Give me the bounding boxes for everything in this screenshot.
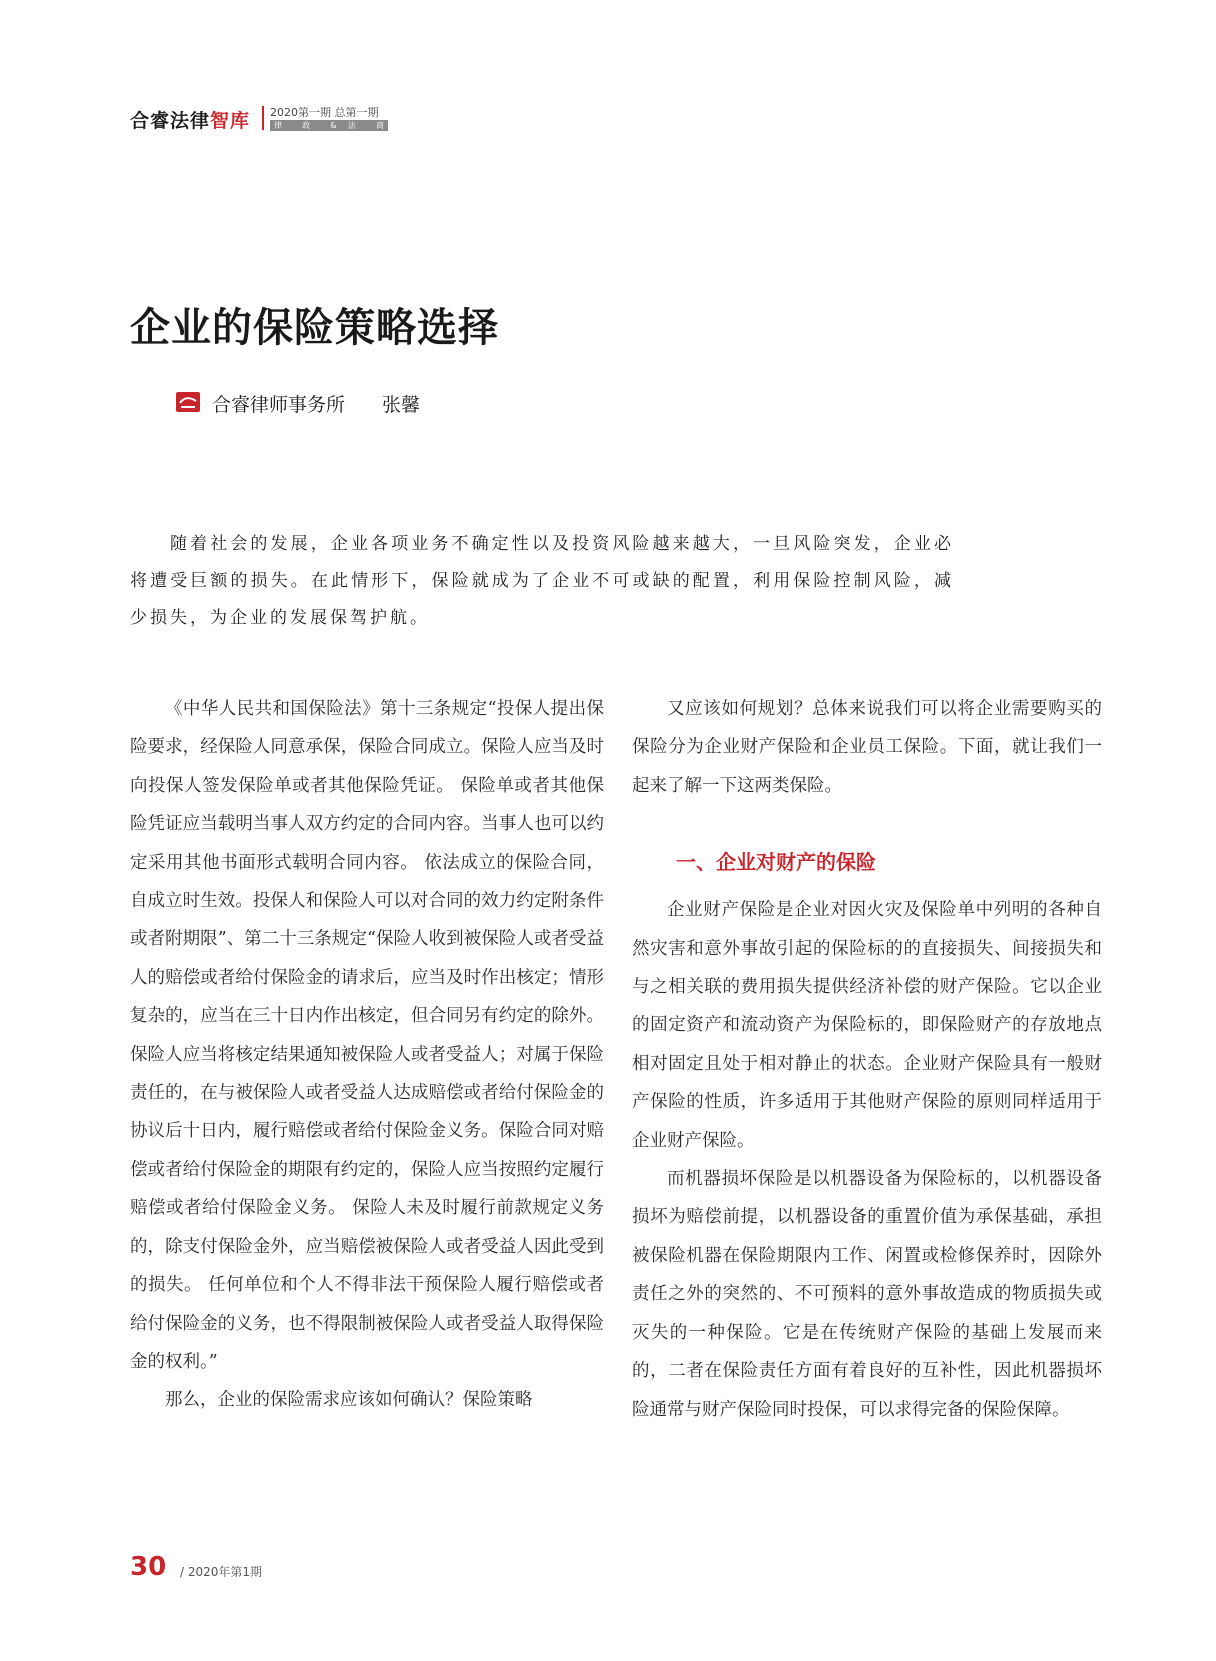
- article-abstract: 随着社会的发展，企业各项业务不确定性以及投资风险越来越大，一旦风险突发，企业必将遭受巨额的损失。在此情形下，保险就成为了企业不可或缺的配置，利用保险控制风险，减少损失，为企业的发展保驾护航。: [130, 534, 954, 628]
- brand-accent: 智库: [210, 110, 251, 132]
- section-heading: 一、企业对财产的保险: [676, 850, 876, 875]
- page-number: 30: [130, 1552, 167, 1582]
- body-paragraph: 而机器损坏保险是以机器设备为保险标的，以机器设备损坏为赔偿前提，以机器设备的重置价值为承保基础，承担被保险机器在保险期限内工作、闲置或检修保养时，因除外责任之外的突然的、不可预料的意外事故造成的物质损失或灭失的一种保险。它是在传统财产保险的基础上发展而来的，二者在保险责任方面有着良好的互补性，因此机器损坏险通常与财产保险同时投保，可以求得完备的保险保障。: [632, 1169, 1102, 1420]
- author-name: 张馨: [382, 394, 421, 416]
- article-title: 企业的保险策略选择: [130, 305, 499, 351]
- journal-brand: [130, 106, 250, 133]
- brand-prefix: 合睿法律: [130, 110, 211, 132]
- body-paragraph: 企业财产保险是企业对因火灾及保险单中列明的各种自然灾害和意外事故引起的保险标的的直接损失、间接损失和与之相关联的费用损失提供经济补偿的财产保险。它以企业的固定资产和流动资产为保险标的，即保险财产的存放地点相对固定且处于相对静止的状态。企业财产保险具有一般财产保险的性质，许多适用于其他财产保险的原则同样适用于企业财产保险。: [632, 900, 1102, 1151]
- body-paragraph: 那么，企业的保险需求应该如何确认？保险策略: [165, 1390, 533, 1411]
- body-column-right: [632, 690, 1102, 1429]
- body-paragraph: 《中华人民共和国保险法》第十三条规定“投保人提出保险要求，经保险人同意承保，保险合同成立。保险人应当及时向投保人签发保险单或者其他保险凭证。 保险单或者其他保险凭证应当载明当事人双方约定的合同内容。当事人也可以约定采用其他书面形式载明合同内容。 依法成立的保险合同，自成立时生效。投保人和保险人可以对合同的效力约定附条件或者附期限”、第二十三条规定“保险人收到被保险人或者受益人的赔偿或者给付保险金的请求后，应当及时作出核定；情形复杂的，应当在三十日内作出核定，但合同另有约定的除外。保险人应当将核定结果通知被保险人或者受益人；对属于保险责任的，在与被保险人或者受益人达成赔偿或者给付保险金的协议后十日内，履行赔偿或者给付保险金义务。保险合同对赔偿或者给付保险金的期限有约定的，保险人应当按照约定履行赔偿或者给付保险金义务。 保险人未及时履行前款规定义务的，除支付保险金外，应当赔偿被保险人或者受益人因此受到的损失。 任何单位和个人不得非法干预保险人履行赔偿或者给付保险金的义务，也不得限制被保险人或者受益人取得保险金的权利。”: [130, 699, 604, 1372]
- header-issue-subtitle: 律 政 & 法 商: [270, 120, 388, 131]
- footer-issue: / 2020年第1期: [180, 1565, 263, 1579]
- header-issue: 2020第一期 总第一期: [270, 106, 379, 119]
- header-divider: [262, 106, 264, 130]
- firm-logo-icon: [176, 392, 200, 412]
- author-firm: 合睿律师事务所: [212, 394, 346, 416]
- body-paragraph: 又应该如何规划？总体来说我们可以将企业需要购买的保险分为企业财产保险和企业员工保险。下面，就让我们一起来了解一下这两类保险。: [632, 699, 1102, 796]
- body-column-left: [130, 690, 604, 1420]
